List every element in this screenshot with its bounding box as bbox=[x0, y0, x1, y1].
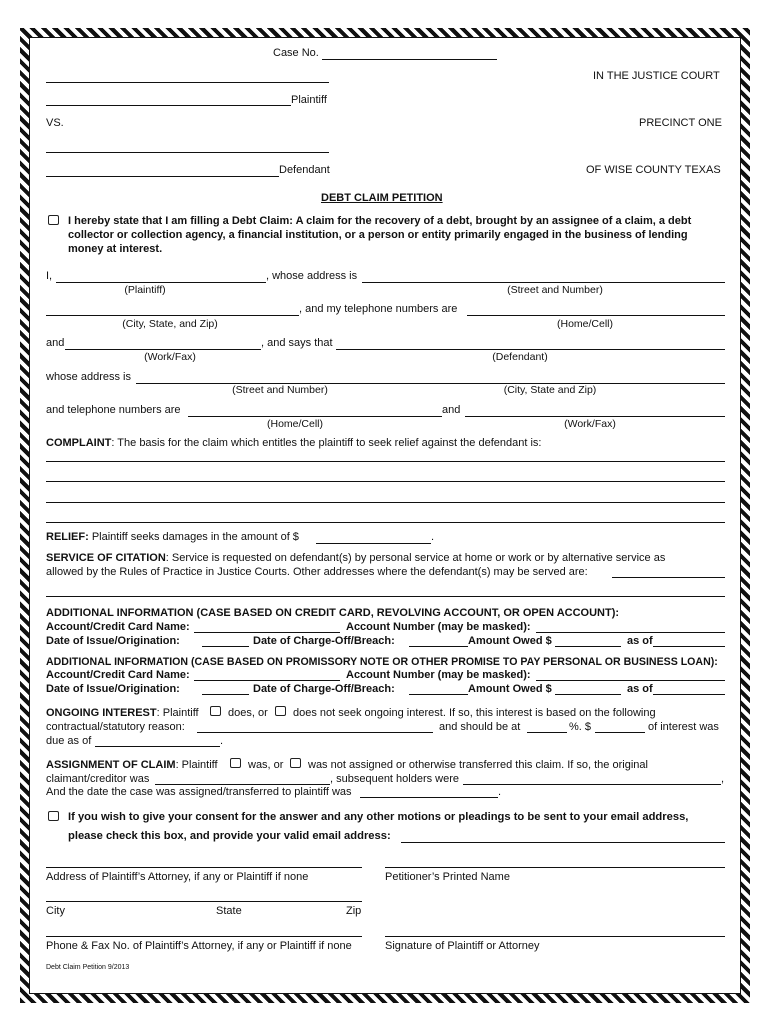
note-account-name-field[interactable] bbox=[194, 680, 340, 681]
relief-end: . bbox=[431, 531, 435, 543]
street-caption: (Street and Number) bbox=[507, 284, 603, 296]
assignment-end: . bbox=[498, 786, 502, 798]
service-line-1 bbox=[46, 552, 665, 565]
email-address-field[interactable] bbox=[401, 842, 725, 843]
defendant-home-phone-field[interactable] bbox=[188, 416, 442, 417]
credit-chargeoff-field[interactable] bbox=[409, 646, 468, 647]
does-not-label: does not seek ongoing interest. If so, this interest is based on the following bbox=[293, 707, 656, 719]
debt-claim-checkbox[interactable] bbox=[48, 215, 59, 225]
plaintiff-field[interactable] bbox=[56, 282, 266, 283]
precinct-label: PRECINCT ONE bbox=[639, 117, 722, 129]
street-caption-2: (Street and Number) bbox=[232, 384, 328, 396]
plaintiff-caption: (Plaintiff) bbox=[124, 284, 166, 296]
signature-field[interactable] bbox=[385, 936, 725, 937]
attorney-address-label: Address of Plaintiff’s Attorney, if any or Plaintiff if none bbox=[46, 871, 309, 883]
claimant-label: claimant/creditor was bbox=[46, 773, 150, 785]
note-heading: ADDITIONAL INFORMATION (CASE BASED ON PROMISSORY NOTE OR OTHER PROMISE TO PAY PERSONAL OR BUSINESS LOAN): bbox=[46, 656, 718, 668]
home-cell-caption-2: (Home/Cell) bbox=[266, 418, 323, 430]
printed-name-label: Petitioner’s Printed Name bbox=[385, 871, 510, 883]
plaintiff-name-field-2[interactable] bbox=[46, 105, 291, 106]
whose-address-label: , whose address is bbox=[266, 270, 358, 282]
relief-label: RELIEF: bbox=[46, 531, 89, 543]
ongoing-line-1 bbox=[46, 707, 199, 720]
was-not-checkbox[interactable] bbox=[290, 758, 301, 768]
phone-fax-label: Phone & Fax No. of Plaintiff’s Attorney, if any or Plaintiff if none bbox=[46, 940, 352, 952]
zip-label: Zip bbox=[346, 905, 362, 917]
complaint-line-2[interactable] bbox=[46, 481, 725, 482]
credit-chargeoff-label: Date of Charge-Off/Breach: bbox=[253, 635, 395, 647]
plaintiff-label: Plaintiff bbox=[291, 94, 327, 106]
says-that-label: , and says that bbox=[261, 337, 333, 349]
ongoing-plaintiff: : Plaintiff bbox=[156, 707, 199, 719]
note-as-of-field[interactable] bbox=[653, 694, 725, 695]
interest-amount-field[interactable] bbox=[595, 732, 645, 733]
subsequent-holders-field[interactable] bbox=[463, 784, 721, 785]
assignment-date-field[interactable] bbox=[360, 797, 498, 798]
plaintiff-street-field[interactable] bbox=[362, 282, 725, 283]
does-not-checkbox[interactable] bbox=[275, 706, 286, 716]
and-prefix: and bbox=[46, 337, 65, 349]
case-no-field[interactable] bbox=[322, 59, 497, 60]
assignment-plaintiff: : Plaintiff bbox=[175, 759, 218, 771]
plaintiff-work-phone-field[interactable] bbox=[65, 349, 261, 350]
county-label: OF WISE COUNTY TEXAS bbox=[586, 164, 721, 176]
defendant-caption: (Defendant) bbox=[492, 351, 548, 363]
note-account-name-label: Account/Credit Card Name: bbox=[46, 669, 190, 681]
service-label: SERVICE OF CITATION bbox=[46, 552, 166, 564]
city-label: City bbox=[46, 905, 65, 917]
should-be-at-label: and should be at bbox=[439, 721, 521, 733]
vs-label: VS. bbox=[46, 117, 64, 129]
home-cell-caption: (Home/Cell) bbox=[556, 318, 613, 330]
credit-account-number-label: Account Number (may be masked): bbox=[346, 621, 531, 633]
i-prefix: I, bbox=[46, 270, 53, 282]
case-no-label: Case No. bbox=[273, 47, 319, 59]
phone-fax-field[interactable] bbox=[46, 936, 362, 937]
was-or-label: was, or bbox=[248, 759, 284, 771]
note-account-number-label: Account Number (may be masked): bbox=[346, 669, 531, 681]
interest-rate-field[interactable] bbox=[527, 732, 567, 733]
email-consent-line-1: If you wish to give your consent for the answer and any other motions or pleadings to be sent to your email address, bbox=[68, 811, 689, 823]
service-text: : Service is requested on defendant(s) by personal service at home or work or by alternative service as bbox=[165, 552, 666, 564]
signature-label: Signature of Plaintiff or Attorney bbox=[385, 940, 540, 952]
assignment-line-1 bbox=[46, 759, 218, 772]
work-fax-caption-2: (Work/Fax) bbox=[564, 418, 616, 430]
city-state-zip-field[interactable] bbox=[46, 901, 362, 902]
note-amount-field[interactable] bbox=[555, 694, 621, 695]
relief-text: Plaintiff seeks damages in the amount of $ bbox=[88, 531, 299, 543]
percent-label: %. $ bbox=[569, 721, 592, 733]
credit-amount-field[interactable] bbox=[555, 646, 621, 647]
defendant-telephone-label: and telephone numbers are bbox=[46, 404, 181, 416]
note-as-of-label: as of bbox=[627, 683, 653, 695]
service-address-field[interactable] bbox=[612, 577, 725, 578]
state-label: State bbox=[216, 905, 242, 917]
defendant-name-field-2[interactable] bbox=[46, 176, 279, 177]
note-amount-label: Amount Owed $ bbox=[468, 683, 552, 695]
plaintiff-name-field[interactable] bbox=[46, 82, 329, 83]
telephone-label: , and my telephone numbers are bbox=[299, 303, 458, 315]
statement-line-2: collector or collection agency, a financial institution, or a person or entity primarily engaged in the business of lending bbox=[68, 229, 688, 241]
due-as-of-field[interactable] bbox=[95, 746, 220, 747]
complaint-label: COMPLAINT bbox=[46, 437, 112, 449]
assignment-label: ASSIGNMENT OF CLAIM bbox=[46, 759, 176, 771]
was-not-label: was not assigned or otherwise transferred this claim. If so, the original bbox=[308, 759, 648, 771]
printed-name-field[interactable] bbox=[385, 867, 725, 868]
plaintiff-home-phone-field[interactable] bbox=[467, 315, 725, 316]
credit-as-of-label: as of bbox=[627, 635, 653, 647]
subsequent-label: , subsequent holders were bbox=[330, 773, 460, 785]
relief-amount-field[interactable] bbox=[316, 543, 431, 544]
note-date-issue-field[interactable] bbox=[202, 694, 249, 695]
form-page bbox=[29, 37, 741, 994]
due-as-of-label: due as of bbox=[46, 735, 92, 747]
complaint-line-1[interactable] bbox=[46, 461, 725, 462]
note-chargeoff-field[interactable] bbox=[409, 694, 468, 695]
note-chargeoff-label: Date of Charge-Off/Breach: bbox=[253, 683, 395, 695]
credit-as-of-field[interactable] bbox=[653, 646, 725, 647]
reason-label: contractual/statutory reason: bbox=[46, 721, 185, 733]
credit-account-number-field[interactable] bbox=[536, 632, 725, 633]
defendant-label: Defendant bbox=[279, 164, 330, 176]
claimant-field[interactable] bbox=[155, 784, 330, 785]
due-end: . bbox=[220, 735, 224, 747]
defendant-field[interactable] bbox=[336, 349, 725, 350]
defendant-work-phone-field[interactable] bbox=[465, 416, 725, 417]
city-state-zip-caption: (City, State, and Zip) bbox=[122, 318, 218, 330]
plaintiff-city-field[interactable] bbox=[46, 315, 299, 316]
page-title: DEBT CLAIM PETITION bbox=[321, 192, 443, 204]
credit-account-name-label: Account/Credit Card Name: bbox=[46, 621, 190, 633]
city-state-zip-caption-2: (City, State and Zip) bbox=[503, 384, 597, 396]
work-fax-caption: (Work/Fax) bbox=[144, 351, 196, 363]
note-account-number-field[interactable] bbox=[536, 680, 725, 681]
statement-line-3: money at interest. bbox=[68, 243, 163, 255]
statement-line-1: I hereby state that I am filling a Debt Claim: A claim for the recovery of a debt, brought by an assignee of a claim, a debt bbox=[68, 215, 692, 227]
was-checkbox[interactable] bbox=[230, 758, 241, 768]
email-consent-line-2: please check this box, and provide your valid email address: bbox=[68, 830, 391, 842]
interest-was-label: of interest was bbox=[648, 721, 719, 733]
ongoing-label: ONGOING INTEREST bbox=[46, 707, 157, 719]
does-checkbox[interactable] bbox=[210, 706, 221, 716]
complaint-line-4[interactable] bbox=[46, 522, 725, 523]
court-name: IN THE JUSTICE COURT bbox=[593, 70, 720, 82]
service-address-field-2[interactable] bbox=[46, 596, 725, 597]
and-mid: and bbox=[442, 404, 461, 416]
complaint-text: : The basis for the claim which entitles the plaintiff to seek relief against the defendant is: bbox=[111, 437, 542, 449]
credit-heading: ADDITIONAL INFORMATION (CASE BASED ON CREDIT CARD, REVOLVING ACCOUNT, OR OPEN ACCOUNT): bbox=[46, 607, 620, 619]
defendant-name-field[interactable] bbox=[46, 152, 329, 153]
complaint-line-3[interactable] bbox=[46, 502, 725, 503]
subsequent-comma: , bbox=[721, 773, 725, 785]
credit-amount-label: Amount Owed $ bbox=[468, 635, 552, 647]
footer-form-id: Debt Claim Petition 9/2013 bbox=[46, 964, 130, 971]
assignment-date-label: And the date the case was assigned/transferred to plaintiff was bbox=[46, 786, 352, 798]
email-consent-checkbox[interactable] bbox=[48, 811, 59, 821]
complaint-line bbox=[46, 437, 541, 450]
defendant-address-label: whose address is bbox=[46, 371, 131, 383]
credit-date-issue-field[interactable] bbox=[202, 646, 249, 647]
attorney-address-field[interactable] bbox=[46, 867, 362, 868]
service-line-2: allowed by the Rules of Practice in Justice Courts. Other addresses where the defendant(s) may be served are: bbox=[46, 566, 588, 578]
credit-account-name-field[interactable] bbox=[194, 632, 340, 633]
does-or-label: does, or bbox=[228, 707, 268, 719]
relief-line bbox=[46, 531, 299, 544]
note-date-issue-label: Date of Issue/Origination: bbox=[46, 683, 180, 695]
credit-date-issue-label: Date of Issue/Origination: bbox=[46, 635, 180, 647]
reason-field[interactable] bbox=[197, 732, 433, 733]
